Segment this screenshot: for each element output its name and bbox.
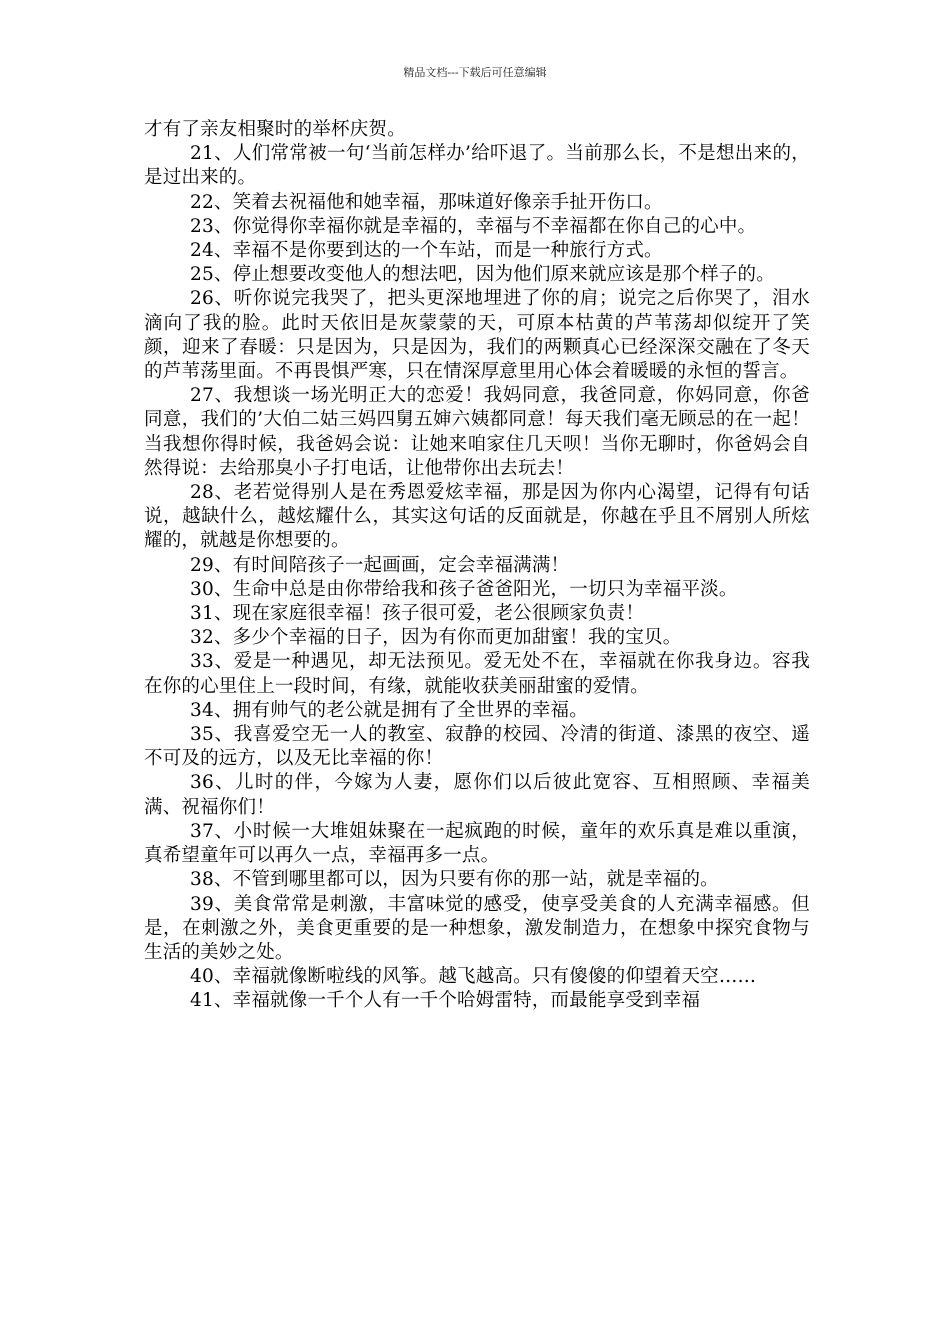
page-header: 精品文档---下载后可任意编辑 — [403, 66, 547, 79]
paragraph-25: 25、停止想要改变他人的想法吧，因为他们原来就应该是那个样子的。 — [190, 264, 775, 286]
paragraph-21: 21、人们常常被一句‘当前怎样办’给吓退了。当前那么长，不是想出来的，是过出来的。 — [144, 143, 810, 189]
paragraph-40: 40、幸福就像断啦线的风筝。越飞越高。只有傻傻的仰望着天空…… — [190, 966, 757, 988]
paragraph-38: 38、不管到哪里都可以，因为只要有你的那一站，就是幸福的。 — [190, 869, 719, 891]
paragraph-26: 26、听你说完我哭了，把头更深地埋进了你的肩；说完之后你哭了，泪水滴向了我的脸。此时天依旧是灰蒙蒙的天，可原本枯黄的芦苇荡却似绽开了笑颜，迎来了春暖：只是因为，只是因为，我们的两颗真心已经深深交融在了冬天的芦苇荡里面。不再畏惧严寒，只在情深厚意里用心体会着暖暖的永恒的誓言。 — [144, 288, 810, 383]
paragraph-23: 23、你觉得你幸福你就是幸福的，幸福与不幸福都在你自己的心中。 — [190, 215, 757, 237]
paragraph-27: 27、我想谈一场光明正大的恋爱！我妈同意，我爸同意，你妈同意，你爸同意，我们的’大伯二姑三妈四舅五婶六姨都同意！每天我们毫无顾忌的在一起！当我想你得时候，我爸妈会说：让她来咱家住几天呗！当你无聊时，你爸妈会自然得说：去给那臭小子打电话，让他带你出去玩去！ — [144, 385, 810, 479]
paragraph-41: 41、幸福就像一千个人有一千个哈姆雷特，而最能享受到幸福 — [190, 990, 701, 1012]
paragraph-29: 29、有时间陪孩子一起画画，定会幸福满满！ — [190, 554, 570, 576]
paragraph-33: 33、爱是一种遇见，却无法预见。爱无处不在，幸福就在你我身边。容我在你的心里住上一段时间，有缘，就能收获美丽甜蜜的爱情。 — [144, 651, 810, 697]
paragraph-31: 31、现在家庭很幸福！孩子很可爱，老公很顾家负责！ — [190, 603, 645, 625]
paragraph-32: 32、多少个幸福的日子，因为有你而更加甜蜜！我的宝贝。 — [190, 627, 682, 649]
paragraph-39: 39、美食常常是刺激，丰富味觉的感受，使享受美食的人充满幸福感。但是，在刺激之外，美食更重要的是一种想象，激发制造力，在想象中探究食物与生活的美妙之处。 — [144, 893, 810, 963]
paragraph-24: 24、幸福不是你要到达的一个车站，而是一种旅行方式。 — [190, 240, 663, 262]
paragraph-continuation: 才有了亲友相聚时的举杯庆贺。 — [144, 119, 406, 140]
paragraph-37: 37、小时候一大堆姐妹聚在一起疯跑的时候，童年的欢乐真是难以重演，真希望童年可以再久一点，幸福再多一点。 — [144, 820, 810, 867]
paragraph-22: 22、笑着去祝福他和她幸福，那味道好像亲手扯开伤口。 — [190, 191, 663, 213]
paragraph-30: 30、生命中总是由你带给我和孩子爸爸阳光，一切只为幸福平淡。 — [190, 578, 738, 600]
paragraph-35: 35、我喜爱空无一人的教室、寂静的校园、冷清的街道、漆黑的夜空、遥不可及的远方，以及无比幸福的你！ — [144, 724, 810, 770]
document-body — [144, 118, 810, 1014]
paragraph-28: 28、老若觉得别人是在秀恩爱炫幸福，那是因为你内心渴望，记得有句话说，越缺什么，越炫耀什么，其实这句话的反面就是，你越在乎且不屑别人所炫耀的，就越是你想要的。 — [144, 482, 810, 552]
paragraph-36: 36、儿时的伴，今嫁为人妻，愿你们以后彼此宽容、互相照顾、幸福美满、祝福你们！ — [144, 772, 810, 818]
paragraph-34: 34、拥有帅气的老公就是拥有了全世界的幸福。 — [190, 699, 588, 721]
